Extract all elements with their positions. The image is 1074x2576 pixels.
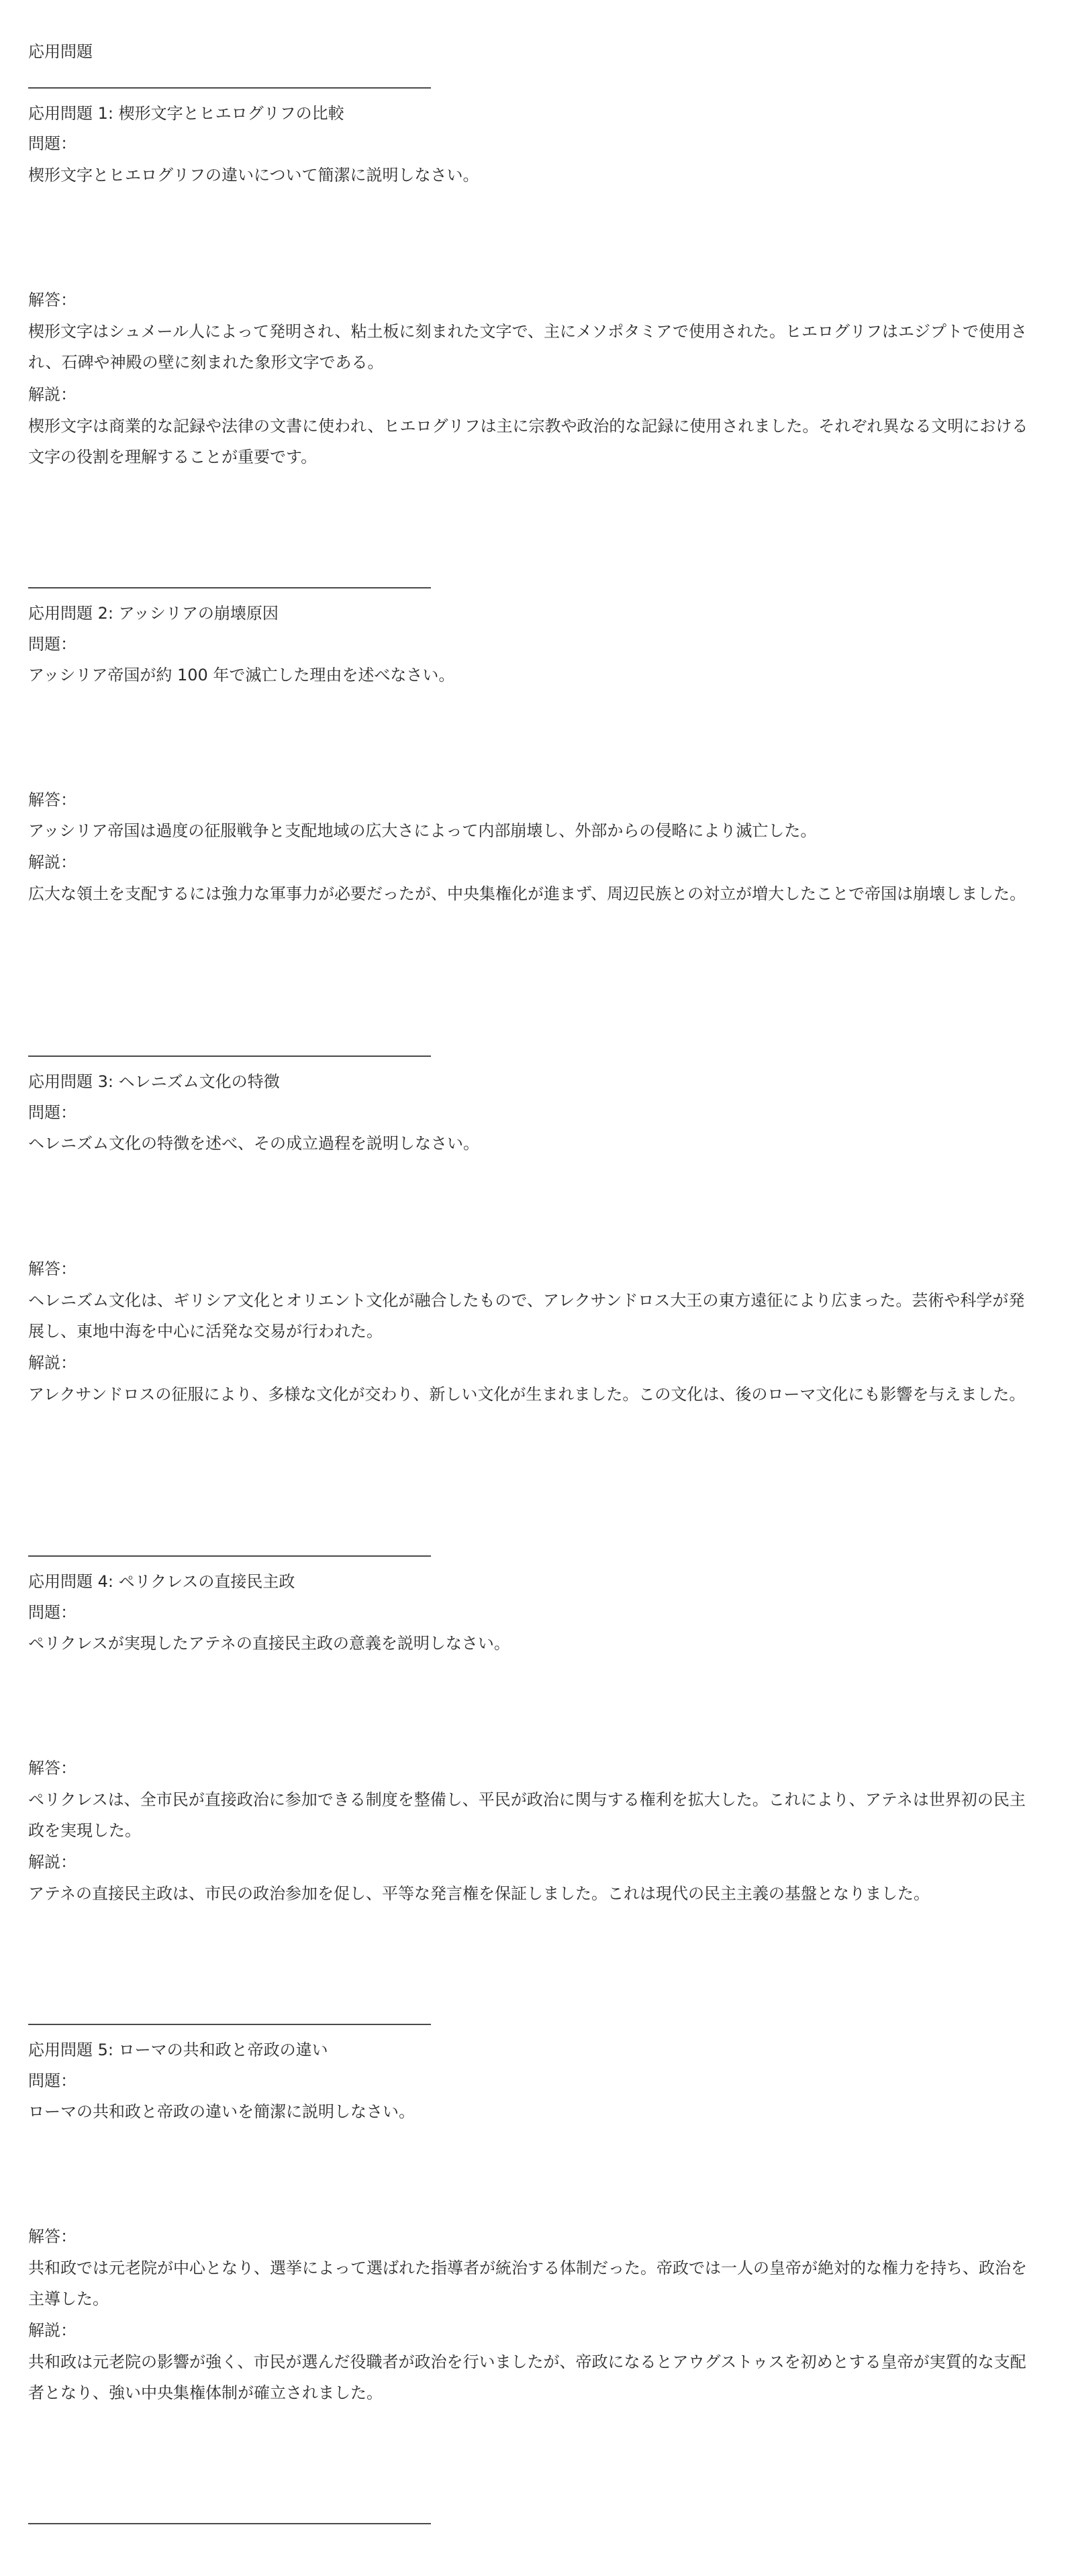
question-label: 問題：	[28, 134, 77, 153]
explanation-label: 解説：	[28, 385, 77, 404]
explanation-text: 広大な領土を支配するには強力な軍事力が必要だったが、中央集権化が進まず、周辺民族との対立が増大したことで帝国は崩壊しました。	[28, 884, 1026, 903]
question-label: 問題：	[28, 635, 77, 654]
section-divider	[28, 2523, 431, 2524]
answer-text: ヘレニズム文化は、ギリシア文化とオリエント文化が融合したもので、アレクサンドロス大王の東方遠征により広まった。芸術や科学が発展し、東地中海を中心に活発な交易が行われた。	[28, 1291, 1025, 1341]
answer-label: 解答：	[28, 291, 77, 309]
explanation-label: 解説：	[28, 2321, 77, 2340]
answer-text: ペリクレスは、全市民が直接政治に参加できる制度を整備し、平民が政治に関与する権利を拡大した。これにより、アテネは世界初の民主政を実現した。	[28, 1790, 1026, 1840]
problem-heading: 応用問題 5: ローマの共和政と帝政の違い	[28, 2041, 328, 2059]
question-text: ローマの共和政と帝政の違いを簡潔に説明しなさい。	[28, 2102, 415, 2121]
answer-text: 共和政では元老院が中心となり、選挙によって選ばれた指導者が統治する体制だった。帝政では一人の皇帝が絶対的な権力を持ち、政治を主導した。	[28, 2259, 1027, 2308]
answer-label: 解答：	[28, 1759, 77, 1778]
answer-text: アッシリア帝国は過度の征服戦争と支配地域の広大さによって内部崩壊し、外部からの侵略により滅亡した。	[28, 821, 817, 840]
explanation-text: 楔形文字は商業的な記録や法律の文書に使われ、ヒエログリフは主に宗教や政治的な記録に使用されました。それぞれ異なる文明における文字の役割を理解することが重要です。	[28, 417, 1028, 466]
question-label: 問題：	[28, 2071, 77, 2090]
question-text: ヘレニズム文化の特徴を述べ、その成立過程を説明しなさい。	[28, 1134, 479, 1153]
answer-label: 解答：	[28, 1259, 77, 1278]
document-title: 応用問題	[28, 42, 93, 61]
section-divider	[28, 1555, 431, 1557]
question-text: ペリクレスが実現したアテネの直接民主政の意義を説明しなさい。	[28, 1634, 510, 1653]
explanation-label: 解説：	[28, 1353, 77, 1372]
problem-heading: 応用問題 4: ペリクレスの直接民主政	[28, 1572, 295, 1591]
explanation-text: アテネの直接民主政は、市民の政治参加を促し、平等な発言権を保証しました。これは現代の民主主義の基盤となりました。	[28, 1884, 930, 1903]
section-divider	[28, 1055, 431, 1057]
question-text: アッシリア帝国が約 100 年で滅亡した理由を述べなさい。	[28, 666, 455, 684]
question-label: 問題：	[28, 1603, 77, 1622]
answer-text: 楔形文字はシュメール人によって発明され、粘土板に刻まれた文字で、主にメソポタミアで使用された。ヒエログリフはエジプトで使用され、石碑や神殿の壁に刻まれた象形文字である。	[28, 322, 1027, 372]
problem-heading: 応用問題 2: アッシリアの崩壊原因	[28, 604, 279, 623]
explanation-label: 解説：	[28, 1853, 77, 1871]
answer-label: 解答：	[28, 790, 77, 809]
question-text: 楔形文字とヒエログリフの違いについて簡潔に説明しなさい。	[28, 166, 479, 185]
explanation-text: 共和政は元老院の影響が強く、市民が選んだ役職者が政治を行いましたが、帝政になるとアウグストゥスを初めとする皇帝が実質的な支配者となり、強い中央集権体制が確立されました。	[28, 2353, 1026, 2402]
problem-heading: 応用問題 1: 楔形文字とヒエログリフの比較	[28, 104, 344, 123]
problem-heading: 応用問題 3: ヘレニズム文化の特徴	[28, 1072, 280, 1091]
section-divider	[28, 587, 431, 588]
section-divider	[28, 2024, 431, 2025]
explanation-label: 解説：	[28, 853, 77, 872]
explanation-text: アレクサンドロスの征服により、多様な文化が交わり、新しい文化が生まれました。この文化は、後のローマ文化にも影響を与えました。	[28, 1385, 1026, 1404]
section-divider	[28, 87, 431, 89]
answer-label: 解答：	[28, 2227, 77, 2246]
question-label: 問題：	[28, 1103, 77, 1122]
